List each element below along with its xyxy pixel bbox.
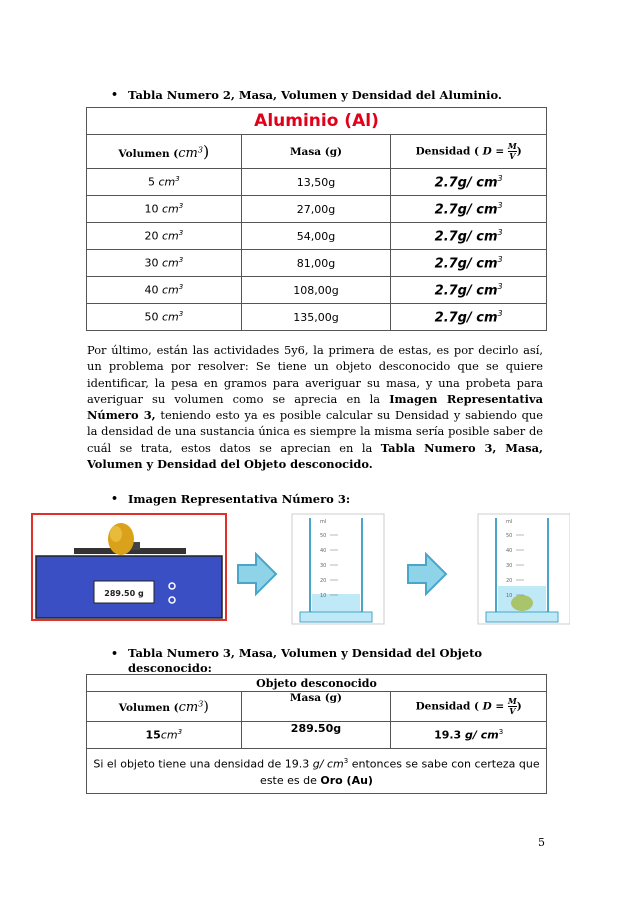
bullet-dot: • — [111, 88, 119, 101]
table-row: 20 $cm^3$ 54,00g 2.7g/ $cm^3$ — [87, 223, 547, 250]
body-paragraph: Por último, están las actividades 5y6, la primera de estas, es por decirlo así, un problema por resolver: Se tiene un objeto desconocido que se quiere identificar, la pesa en gramos para averiguar su masa, y una probeta para averiguar su volumen como se aprecia en la Imagen Representativa Número 3, teniendo esto ya es posible calcular su Densidad y sabiendo que la densidad de una sustancia única es siempre la misma sería posible saber de cuál se trata, estos datos se aprecian en la Tabla Numero 3, Masa, Volumen y Densidad del Objeto desconocido. — [87, 343, 544, 472]
svg-text:ml: ml — [506, 519, 513, 525]
svg-text:30: 30 — [320, 563, 327, 569]
header-volumen: Volumen $(cm^3)$ — [87, 135, 242, 169]
header-volumen: Volumen $(cm^3)$ — [87, 692, 242, 722]
svg-text:10: 10 — [320, 593, 327, 599]
scale-illustration — [32, 514, 226, 620]
bullet-text: Tabla Numero 2, Masa, Volumen y Densidad del Aluminio. — [128, 88, 502, 102]
imagen-representativa-3 — [30, 508, 570, 628]
svg-text:ml: ml — [320, 519, 327, 525]
svg-text:30: 30 — [506, 563, 513, 569]
bullet-tabla-3 — [111, 646, 528, 676]
table-row: 50 $cm^3$ 135,00g 2.7g/ $cm^3$ — [87, 304, 547, 331]
bullet-text: Imagen Representativa Número 3: — [128, 492, 351, 506]
svg-text:50: 50 — [506, 533, 513, 539]
table-row: 40 $cm^3$ 108,00g 2.7g/ $cm^3$ — [87, 277, 547, 304]
objeto-desconocido-table — [86, 674, 547, 794]
aluminio-table — [86, 107, 547, 331]
bullet-tabla-2 — [111, 88, 502, 102]
graduated-cylinder-with-object — [478, 514, 570, 624]
page-number: 5 — [538, 836, 545, 849]
arrow-right-icon — [238, 554, 276, 594]
svg-text:50: 50 — [320, 533, 327, 539]
header-masa: Masa (g) — [241, 692, 391, 722]
svg-text:10: 10 — [506, 593, 513, 599]
svg-text:20: 20 — [320, 578, 327, 584]
table-row: 5 $cm^3$ 13,50g 2.7g/ $cm^3$ — [87, 169, 547, 196]
header-densidad: Densidad ( D = $\frac{M}{V}$ ) — [391, 692, 547, 722]
svg-text:40: 40 — [506, 548, 513, 554]
table-title: Objeto desconocido — [87, 675, 547, 692]
table-row: 10 $cm^3$ 27,00g 2.7g/ $cm^3$ — [87, 196, 547, 223]
table-row: 30 $cm^3$ 81,00g 2.7g/ $cm^3$ — [87, 250, 547, 277]
conclusion-note: Si el objeto tiene una densidad de 19.3 g/ $cm^3$ entonces se sabe con certeza que este es de Oro (Au) — [87, 749, 547, 794]
header-masa: Masa (g) — [241, 135, 391, 169]
svg-text:40: 40 — [320, 548, 327, 554]
table-title: Aluminio (Al) — [87, 108, 547, 135]
arrow-right-icon — [408, 554, 446, 594]
svg-text:20: 20 — [506, 578, 513, 584]
scale-reading: 289.50 g — [104, 589, 144, 598]
graduated-cylinder-empty — [292, 514, 384, 624]
bullet-imagen-3 — [111, 492, 351, 506]
bullet-dot: • — [111, 647, 119, 660]
header-densidad: Densidad ( D = $\frac{M}{V}$ ) — [391, 135, 547, 169]
bullet-dot: • — [111, 492, 119, 505]
bullet-text: Tabla Numero 3, Masa, Volumen y Densidad del Objeto desconocido: — [128, 646, 483, 675]
table-row: $15cm^3$ 289.50g 19.3 g/ $cm^3$ — [87, 722, 547, 749]
object-icon — [511, 595, 533, 611]
